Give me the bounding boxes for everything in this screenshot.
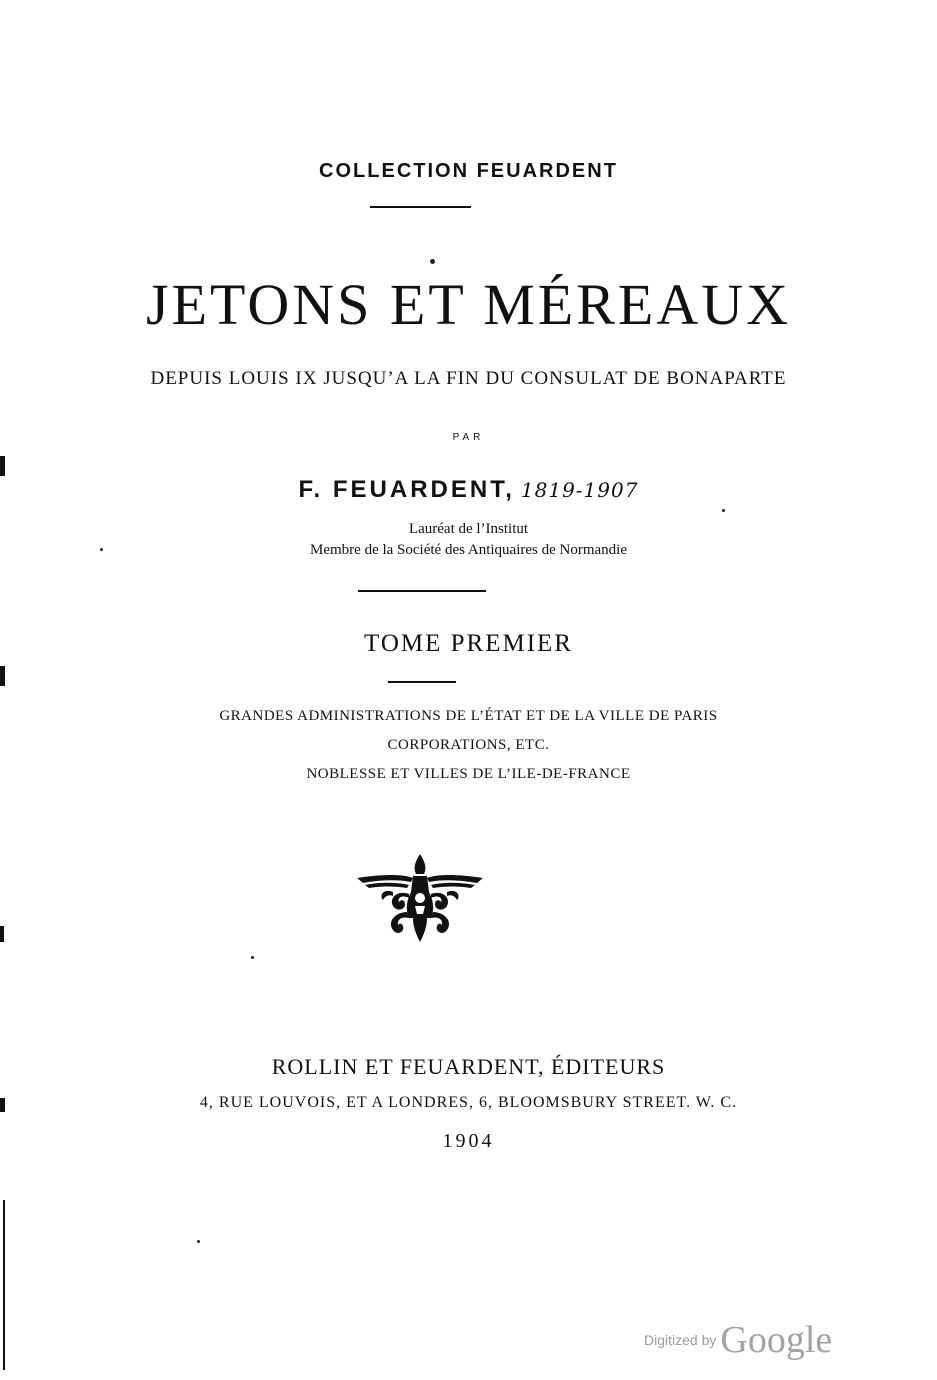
google-logo: Google: [720, 1319, 833, 1361]
fleur-de-lis-ornament-icon: [353, 852, 487, 944]
section-line: NOBLESSE ET VILLES DE L’ILE-DE-FRANCE: [306, 766, 631, 782]
scan-edge-mark: [0, 1098, 5, 1112]
scan-speck: [722, 509, 725, 512]
author-title-laureat: Lauréat de l’Institut: [408, 521, 529, 537]
scan-speck: [430, 259, 435, 264]
divider-rule: [370, 206, 471, 208]
book-title: JETONS ET MÉREAUX: [146, 272, 791, 337]
scan-speck: [197, 1240, 200, 1243]
author-line: [0, 476, 937, 504]
scan-speck: [251, 956, 254, 959]
scan-edge-mark: [0, 456, 5, 476]
watermark-prefix: Digitized by: [644, 1332, 717, 1348]
divider-rule: [388, 681, 456, 683]
by-label: PAR: [452, 432, 485, 443]
author-title-membre: Membre de la Société des Antiquaires de Normandie: [310, 542, 627, 558]
address-line: 4, RUE LOUVOIS, ET A LONDRES, 6, BLOOMSBURY STREET. W. C.: [199, 1094, 738, 1111]
scan-edge-mark: [3, 1200, 5, 1370]
scan-edge-mark: [0, 666, 5, 686]
volume-heading: TOME PREMIER: [364, 630, 573, 657]
book-subtitle: DEPUIS LOUIS IX JUSQU’A LA FIN DU CONSULAT DE BONAPARTE: [150, 368, 787, 389]
scan-edge-mark: [0, 926, 4, 942]
handwritten-dates-annotation: 1819-1907: [520, 478, 639, 502]
divider-rule: [358, 590, 486, 592]
author-name: F. FEUARDENT,: [298, 476, 515, 503]
digitized-watermark: [644, 1318, 832, 1362]
scan-speck: [100, 548, 103, 551]
publication-year: 1904: [442, 1130, 495, 1152]
publisher-line: ROLLIN ET FEUARDENT, ÉDITEURS: [271, 1054, 666, 1079]
section-line: CORPORATIONS, ETC.: [387, 737, 550, 753]
series-heading: COLLECTION FEUARDENT: [319, 160, 618, 182]
section-line: GRANDES ADMINISTRATIONS DE L’ÉTAT ET DE LA VILLE DE PARIS: [219, 708, 718, 724]
